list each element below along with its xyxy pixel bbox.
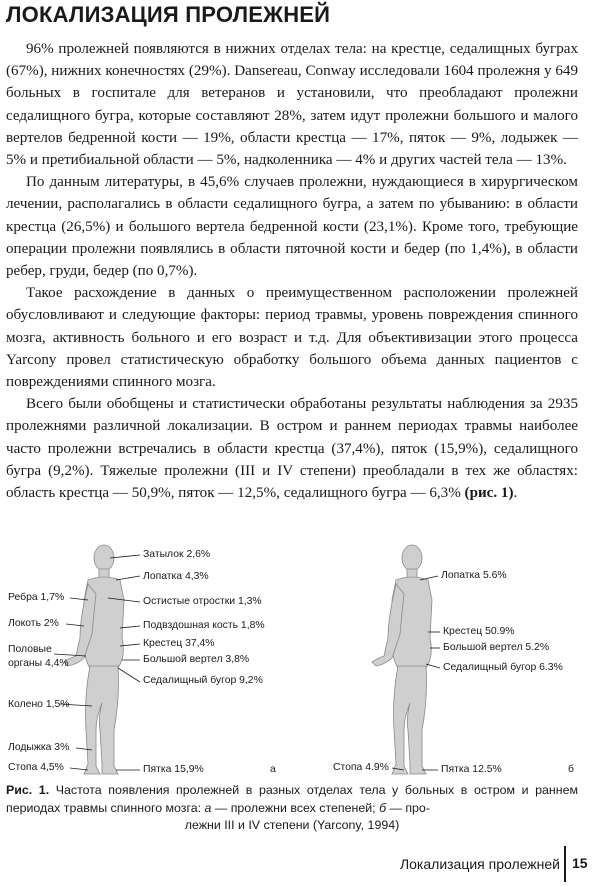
label-a-polovye-1: Половые [8, 644, 52, 655]
figure-drawing [0, 528, 594, 782]
label-a-koleno: Колено 1,5% [8, 699, 70, 710]
label-a-lopatka: Лопатка 4,3% [143, 571, 209, 582]
figure-reference: (рис. 1) [464, 485, 514, 502]
page-number: 15 [572, 855, 588, 871]
caption-b: б [379, 800, 387, 815]
running-footer: Локализация пролежней [399, 856, 560, 872]
figure-caption [6, 782, 578, 835]
label-a-zatylok: Затылок 2,6% [143, 549, 211, 560]
paragraph: 96% пролежней появляются в нижних отделах тела: на крестце, седалищных буграх (67%), нижних конечностях (29%). Dansereau, Conway исследовали 1604 пролежня у 649 больных в госпитале для ветеранов и установили, что преобладают пролежни седалищного бугра, которые составляют 28%, затем идут пролежни большого и малого вертелов бедренной кости — 19%, области крестца — 17%, пяток — 9%, лодыжек — 5% и претибиальной области — 5%, надколенника — 4% и других частей тела — 13%. [6, 41, 578, 169]
label-b-pyatka: Пятка 12.5% [441, 764, 502, 775]
page-title: ЛОКАЛИЗАЦИЯ ПРОЛЕЖНЕЙ [6, 2, 331, 27]
label-a-rebra: Ребра 1,7% [8, 592, 65, 603]
label-a-podvzdoshnaya: Подвздошная кость 1,8% [143, 620, 265, 631]
label-b-vertel: Большой вертел 5.2% [443, 642, 550, 653]
caption-text-2: — пролежни всех степеней; [211, 800, 380, 815]
label-a-lodyzhka: Лодыжка 3% [8, 742, 70, 753]
label-b-lopatka: Лопатка 5.6% [441, 570, 507, 581]
paragraph: По данным литературы, в 45,6% случаев пролежни, нуждающиеся в хирургическом лечении, располагались в области седалищного бугра, а затем по убыванию: в области крестца (26,5%) и большого вертела бедренной кости (23,1%). Кроме того, требующие операции пролежни появлялись в области пяточной кости и бедер (по 1,4%), в области ребер, груди, бедер (по 0,7%). [6, 174, 578, 280]
figure-b-letter: б [568, 764, 574, 775]
label-a-lokot: Локоть 2% [8, 618, 59, 629]
figure-1 [0, 528, 594, 782]
footer-divider [564, 846, 566, 882]
label-a-krestec: Крестец 37,4% [143, 638, 215, 649]
human-figure-a [64, 545, 124, 774]
label-b-krestec: Крестец 50.9% [443, 626, 515, 637]
label-a-polovye-2: органы 4,4% [8, 658, 69, 669]
caption-a: а [204, 800, 212, 815]
label-a-stopa: Стопа 4,5% [8, 762, 64, 773]
label-a-bugor: Седалищный бугор 9,2% [143, 675, 263, 686]
label-a-ostistye: Остистые отростки 1,3% [143, 596, 262, 607]
body-text [6, 38, 578, 504]
label-a-vertel: Большой вертел 3,8% [143, 654, 250, 665]
caption-line-2: лежни III и IV степени (Yarcony, 1994) [184, 818, 400, 832]
label-a-pyatka: Пятка 15,9% [143, 764, 204, 775]
label-b-bugor: Седалищный бугор 6.3% [443, 662, 563, 673]
label-b-stopa: Стопа 4.9% [333, 762, 389, 773]
paragraph: Такое расхождение в данных о преимущественном расположении пролежней обусловливают и следующие факторы: период травмы, уровень повреждения спинного мозга, активность больного и его возраст и т.д. Для объективизации этого процесса Yarcony провел статистическую обработку большого объема данных пациентов с повреждениями спинного мозга. [6, 285, 578, 391]
caption-text-3: — про- [386, 800, 430, 815]
paragraph-end: . [513, 485, 518, 502]
figure-a-letter: а [270, 764, 276, 775]
caption-label: Рис. 1. [6, 783, 50, 797]
caption-text-1: Частота появления пролежней в разных отделах тела у больных в остром и раннем периодах травмы спинного мозга: [6, 783, 579, 815]
paragraph [6, 393, 578, 504]
paragraph-text: Всего были обобщены и статистически обработаны результаты наблюдения за 2935 пролежнями различной локализации. В остром и раннем периодах травмы наиболее часто пролежни встречались в области крестца (37,4%), пяток (15,9%), седалищного бугра (9,2%). Тяжелые пролежни (III и IV степени) преобладали в тех же областях: область крестца — 50,9%, пяток — 12,5%, седалищного бугра — 6,3% [6, 396, 578, 502]
